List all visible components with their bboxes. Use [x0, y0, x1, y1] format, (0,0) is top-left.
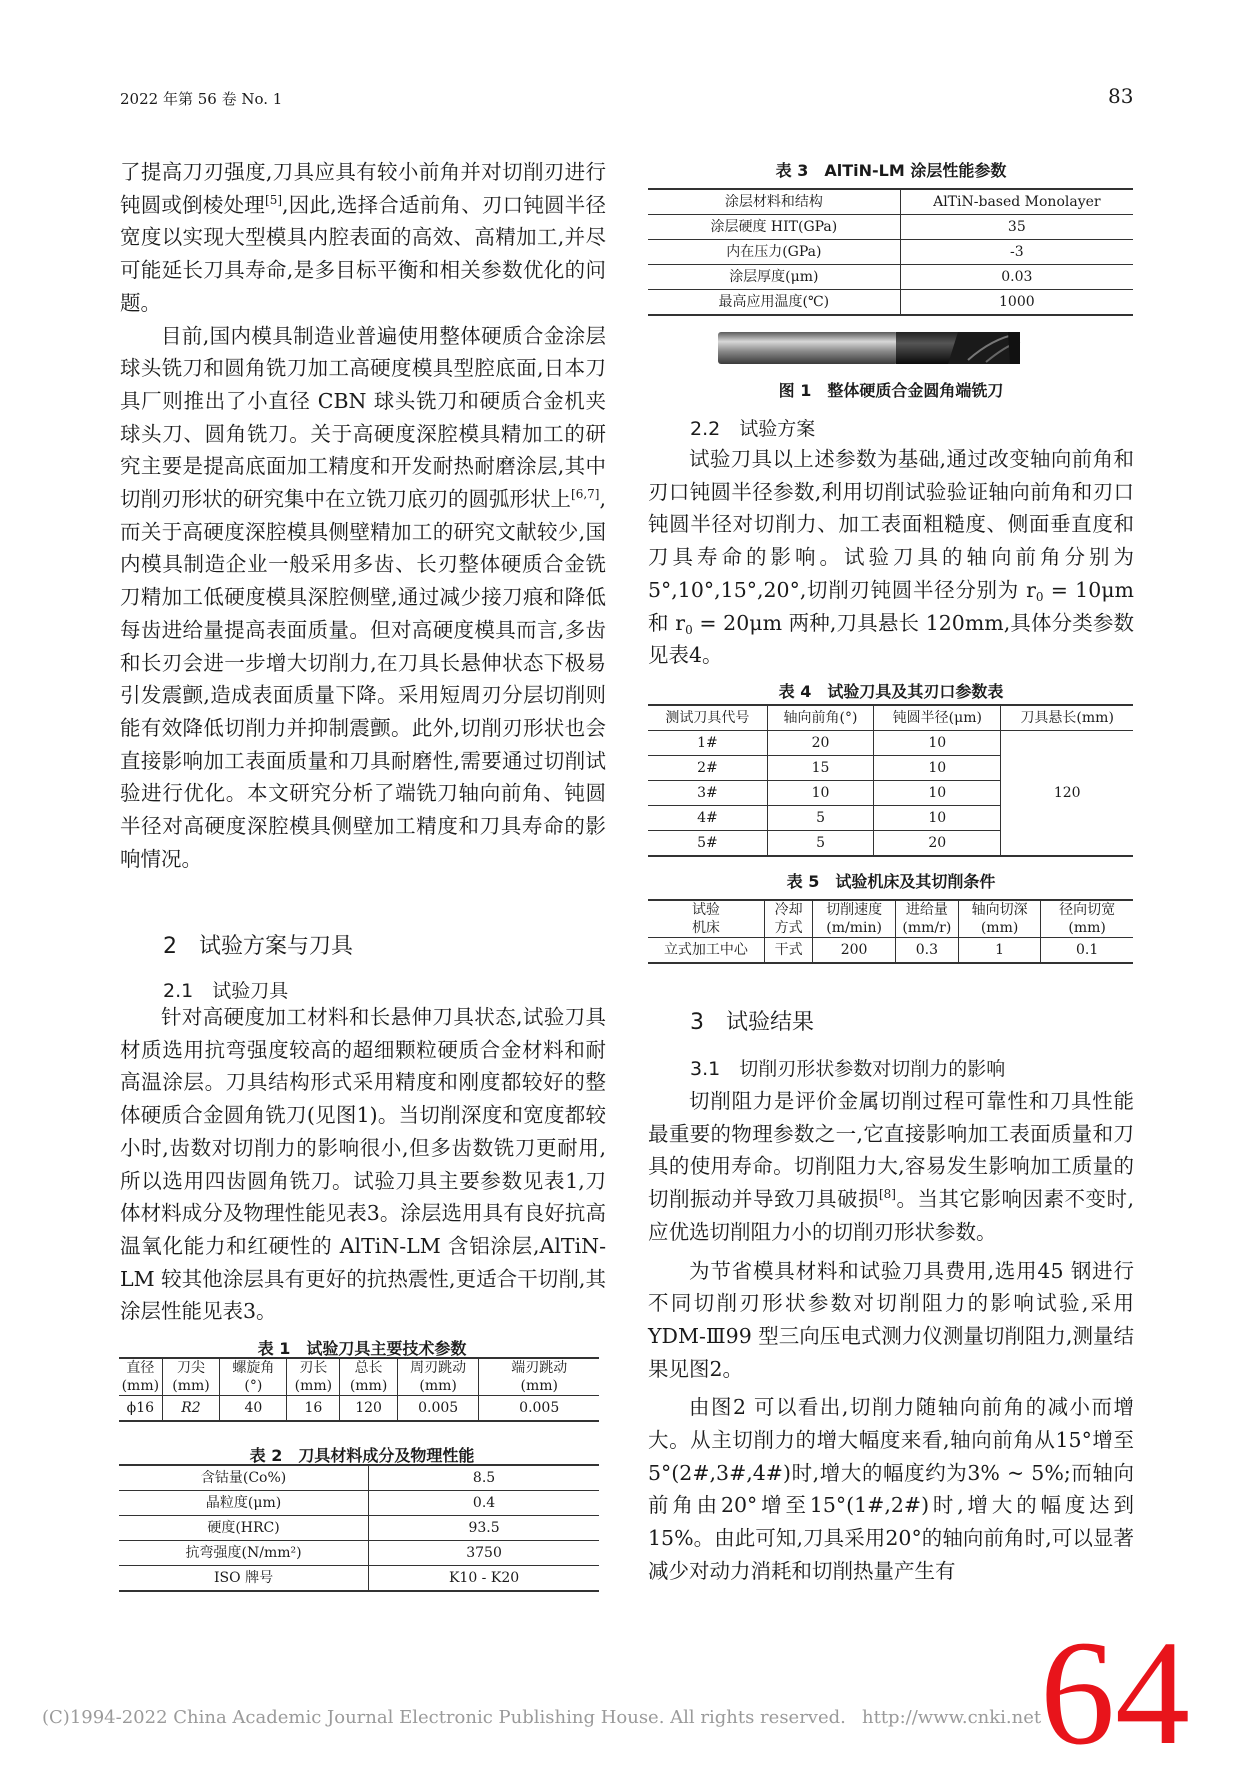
text-run: 为节省模具材料和试验刀具费用,选用45 钢进行不同切削刃形状参数对切削阻力的影响试验,采用 YDM-Ⅲ99 型三向压电式测力仪测量切削阻力,测量结果见图2。	[648, 1258, 1134, 1381]
table-cell: 5#	[697, 835, 718, 851]
table-cell: 硬度(HRC)	[207, 1520, 280, 1536]
table-cell: 最高应用温度(℃)	[718, 294, 830, 310]
copyright-notice: (C)1994-2022 China Academic Journal Electronic Publishing House. All rights reserved.	[42, 1707, 846, 1728]
table-cell: 螺旋角 (°)	[220, 1358, 287, 1396]
table-row	[648, 265, 1133, 290]
table2	[119, 1464, 599, 1592]
table-cell: 20	[874, 831, 1001, 857]
table-cell: 刃长 (mm)	[287, 1358, 340, 1396]
figure1-caption: 图 1 整体硬质合金圆角端铣刀	[778, 381, 1004, 400]
table-cell: 0.1	[1041, 938, 1133, 964]
overhang-cell: 120	[1001, 731, 1133, 857]
subscript: 0	[1035, 589, 1044, 604]
table-cell: 16	[287, 1396, 340, 1422]
table-cell: 测试刀具代号	[665, 710, 750, 726]
section-heading: 2 试验方案与刀具	[163, 934, 353, 959]
table-cell: 切削速度 (m/min)	[813, 900, 895, 938]
page-number: 83	[1108, 84, 1134, 108]
table-cell: -3	[900, 240, 1133, 265]
table-cell: 轴向切深 (mm)	[958, 900, 1040, 938]
table-cell: 轴向前角(°)	[767, 705, 873, 731]
table-cell: AlTiN-based Monolayer	[900, 189, 1133, 215]
right-column-upper	[648, 443, 1134, 672]
table-row	[648, 240, 1133, 265]
table-cell: 0.03	[900, 265, 1133, 290]
table-cell: 40	[220, 1396, 287, 1422]
table-row	[648, 290, 1133, 316]
table3	[648, 188, 1133, 316]
table-row	[119, 1541, 599, 1566]
table-cell: 内在压力(GPa)	[726, 244, 822, 260]
table-cell: 钝圆半径(μm)	[874, 705, 1001, 731]
text-run: = 10μm 和 r	[648, 577, 1134, 635]
table-cell: 3750	[369, 1541, 599, 1566]
journal-issue: 2022 年第 56 卷 No. 1	[120, 90, 283, 108]
table4	[648, 704, 1133, 857]
right-column-lower	[648, 1085, 1134, 1588]
table-cell: 周刃跳动 (mm)	[397, 1358, 479, 1396]
table-cell: 120	[340, 1396, 398, 1422]
table-cell: 刀具悬长(mm)	[1001, 705, 1133, 731]
table1	[119, 1357, 599, 1422]
table-cell: R2	[162, 1396, 220, 1422]
table-row	[119, 1396, 599, 1422]
table-cell: 刀尖 (mm)	[162, 1358, 220, 1396]
text-run: = 20μm 两种,刀具悬长 120mm,具体分类参数见表4。	[648, 610, 1134, 668]
table-cell: 涂层硬度 HIT(GPa)	[710, 219, 838, 235]
paragraph	[120, 156, 606, 320]
table-cell: 93.5	[369, 1516, 599, 1541]
text-run: 。当其它影响因素不变时,应优选切削阻力小的切削刃形状参数。	[648, 1187, 1134, 1244]
table-cell: 涂层厚度(μm)	[729, 269, 819, 285]
table-cell: 5	[767, 806, 873, 831]
table-cell: 2#	[697, 760, 718, 776]
table-row	[119, 1465, 599, 1491]
table-cell: 1#	[697, 735, 718, 751]
table-cell: 晶粒度(μm)	[205, 1495, 282, 1511]
citation-ref: [6,7]	[571, 487, 600, 502]
table-cell: 干式	[764, 938, 813, 964]
text-run: 试验刀具以上述参数为基础,通过改变轴向前角和刃口钝圆半径参数,利用切削试验验证轴向前角和刃口钝圆半径对切削力、加工表面粗糙度、侧面垂直度和刀具寿命的影响。试验刀具的轴向前角分别为5°,10°,15°,20°,切削刃钝圆半径分别为 r	[648, 447, 1134, 602]
table-row	[648, 938, 1133, 964]
table-row	[648, 731, 1133, 756]
text-run: 切削阻力是评价金属切削过程可靠性和刀具性能最重要的物理参数之一,它直接影响加工表面质量和刀具的使用寿命。切削阻力大,容易发生影响加工质量的切削振动并导致刀具破损	[648, 1089, 1134, 1212]
table-cell: 10	[874, 756, 1001, 781]
table-cell: 10	[874, 806, 1001, 831]
section-heading: 3 试验结果	[690, 1010, 814, 1035]
table-cell: 0.005	[479, 1396, 599, 1422]
table-cell: 0.4	[369, 1491, 599, 1516]
table-cell: 试验 机床	[691, 902, 720, 936]
table-cell: 200	[813, 938, 895, 964]
table-cell: 涂层材料和结构	[724, 194, 823, 210]
table-cell: 8.5	[369, 1465, 599, 1491]
table-cell: ISO 牌号	[214, 1570, 274, 1586]
table-row	[119, 1516, 599, 1541]
table5	[648, 899, 1133, 964]
paragraph	[648, 1085, 1134, 1249]
table-cell: 0.005	[397, 1396, 479, 1422]
table-row	[648, 215, 1133, 240]
table-cell: 进给量 (mm/r)	[895, 900, 958, 938]
cnki-link[interactable]: http://www.cnki.net	[862, 1707, 1042, 1728]
subscript: 0	[685, 622, 693, 637]
table-cell: 径向切宽 (mm)	[1041, 900, 1133, 938]
table-cell: 1	[958, 938, 1040, 964]
text-run: 由图2 可以看出,切削力随轴向前角的减小而增大。从主切削力的增大幅度来看,轴向前角从15°增至5°(2#,3#,4#)时,增大的幅度约为3% ~ 5%;而轴向前角由20°增至15°(1#,2#)时,增大的幅度达到15%。由此可知,刀具采用20°的轴向前角时,可以显著减少对动力消耗和切削热量产生有	[648, 1395, 1134, 1583]
subsection-heading: 3.1 切削刃形状参数对切削力的影响	[690, 1058, 1006, 1080]
table-row	[119, 1566, 599, 1592]
paragraph	[120, 320, 606, 876]
table-cell: ϕ16	[126, 1400, 155, 1416]
table4-caption: 表 4 试验刀具及其刃口参数表	[778, 682, 1004, 701]
table-cell: 4#	[697, 810, 718, 826]
subsection-heading: 2.2 试验方案	[690, 418, 816, 440]
left-column	[120, 156, 606, 875]
table-row	[648, 705, 1133, 731]
end-mill-tool-image	[718, 330, 1060, 366]
table-cell: 总长 (mm)	[340, 1358, 398, 1396]
table-cell: 抗弯强度(N/mm²)	[185, 1545, 302, 1561]
table-row	[119, 1358, 599, 1396]
table-cell: 10	[767, 781, 873, 806]
paragraph	[648, 1255, 1134, 1386]
table-cell: 20	[767, 731, 873, 756]
table-cell: 直径 (mm)	[121, 1360, 160, 1394]
text-run: 了提高刀刃强度,刀具应具有较小前角并对切削刃进行钝圆或倒棱处理	[120, 160, 606, 217]
table-cell: 5	[767, 831, 873, 857]
citation-ref: [5]	[265, 192, 283, 207]
table-cell: K10 - K20	[369, 1566, 599, 1592]
table-cell: 0.3	[895, 938, 958, 964]
table-cell: 3#	[697, 785, 718, 801]
table1-caption: 表 1 试验刀具主要技术参数	[257, 1339, 467, 1358]
table3-caption: 表 3 AlTiN-LM 涂层性能参数	[775, 161, 1007, 180]
text-run: ,因此,选择合适前角、刃口钝圆半径宽度以实现大型模具内腔表面的高效、高精加工,并尽可能延长刀具寿命,是多目标平衡和相关参数优化的问题。	[120, 192, 606, 315]
table-cell: 端刃跳动 (mm)	[479, 1358, 599, 1396]
table-cell: 含钴量(Co%)	[200, 1470, 287, 1486]
page-stamp: 64	[1040, 1610, 1190, 1776]
table2-caption: 表 2 刀具材料成分及物理性能	[249, 1446, 475, 1465]
table-cell: 1000	[900, 290, 1133, 316]
paragraph	[648, 1391, 1134, 1587]
left-column-lower	[120, 1001, 606, 1328]
subsection-heading: 2.1 试验刀具	[163, 980, 289, 1002]
text-run: ,而关于高硬度深腔模具侧壁精加工的研究文献较少,国内模具制造企业一般采用多齿、长刃整体硬质合金铣刀精加工低硬度模具深腔侧壁,通过减少接刀痕和降低每齿进给量提高表面质量。但对高硬度模具而言,多齿和长刃会进一步增大切削力,在刀具长悬伸状态下极易引发震颤,造成表面质量下降。采用短周刃分层切削则能有效降低切削力并抑制震颤。此外,切削刃形状也会直接影响加工表面质量和刀具耐磨性,需要通过切削试验进行优化。本文研究分析了端铣刀轴向前角、钝圆半径对高硬度深腔模具侧壁加工精度和刀具寿命的影响情况。	[120, 487, 606, 871]
text-run: 针对高硬度加工材料和长悬伸刀具状态,试验刀具材质选用抗弯强度较高的超细颗粒硬质合金材料和耐高温涂层。刀具结构形式采用精度和刚度都较好的整体硬质合金圆角铣刀(见图1)。当切削深度和宽度都较小时,齿数对切削力的影响很小,但多齿数铣刀更耐用,所以选用四齿圆角铣刀。试验刀具主要参数见表1,刀体材料成分及物理性能见表3。涂层选用具有良好抗高温氧化能力和红硬性的 AlTiN-LM 含铝涂层,AlTiN-LM 较其他涂层具有更好的抗热震性,更适合干切削,其涂层性能见表3。	[120, 1005, 606, 1324]
table-cell: 立式加工中心	[663, 942, 748, 958]
table5-caption: 表 5 试验机床及其切削条件	[786, 872, 996, 891]
table-row	[119, 1491, 599, 1516]
table-cell: 10	[874, 731, 1001, 756]
table-cell: 冷却 方式	[764, 900, 813, 938]
text-run: 目前,国内模具制造业普遍使用整体硬质合金涂层球头铣刀和圆角铣刀加工高硬度模具型腔底面,日本刀具厂则推出了小直径 CBN 球头铣刀和硬质合金机夹球头刀、圆角铣刀。关于高硬度深腔模具精加工的研究主要是提高底面加工精度和开发耐热耐磨涂层,其中切削刃形状的研究集中在立铣刀底刃的圆弧形状上	[120, 323, 606, 512]
paragraph	[120, 1001, 606, 1328]
table-cell: 15	[767, 756, 873, 781]
table-cell: 10	[874, 781, 1001, 806]
table-row	[648, 900, 1133, 938]
citation-ref: [8]	[878, 1187, 896, 1202]
table-row	[648, 189, 1133, 215]
paragraph	[648, 443, 1134, 672]
table-cell: 35	[900, 215, 1133, 240]
